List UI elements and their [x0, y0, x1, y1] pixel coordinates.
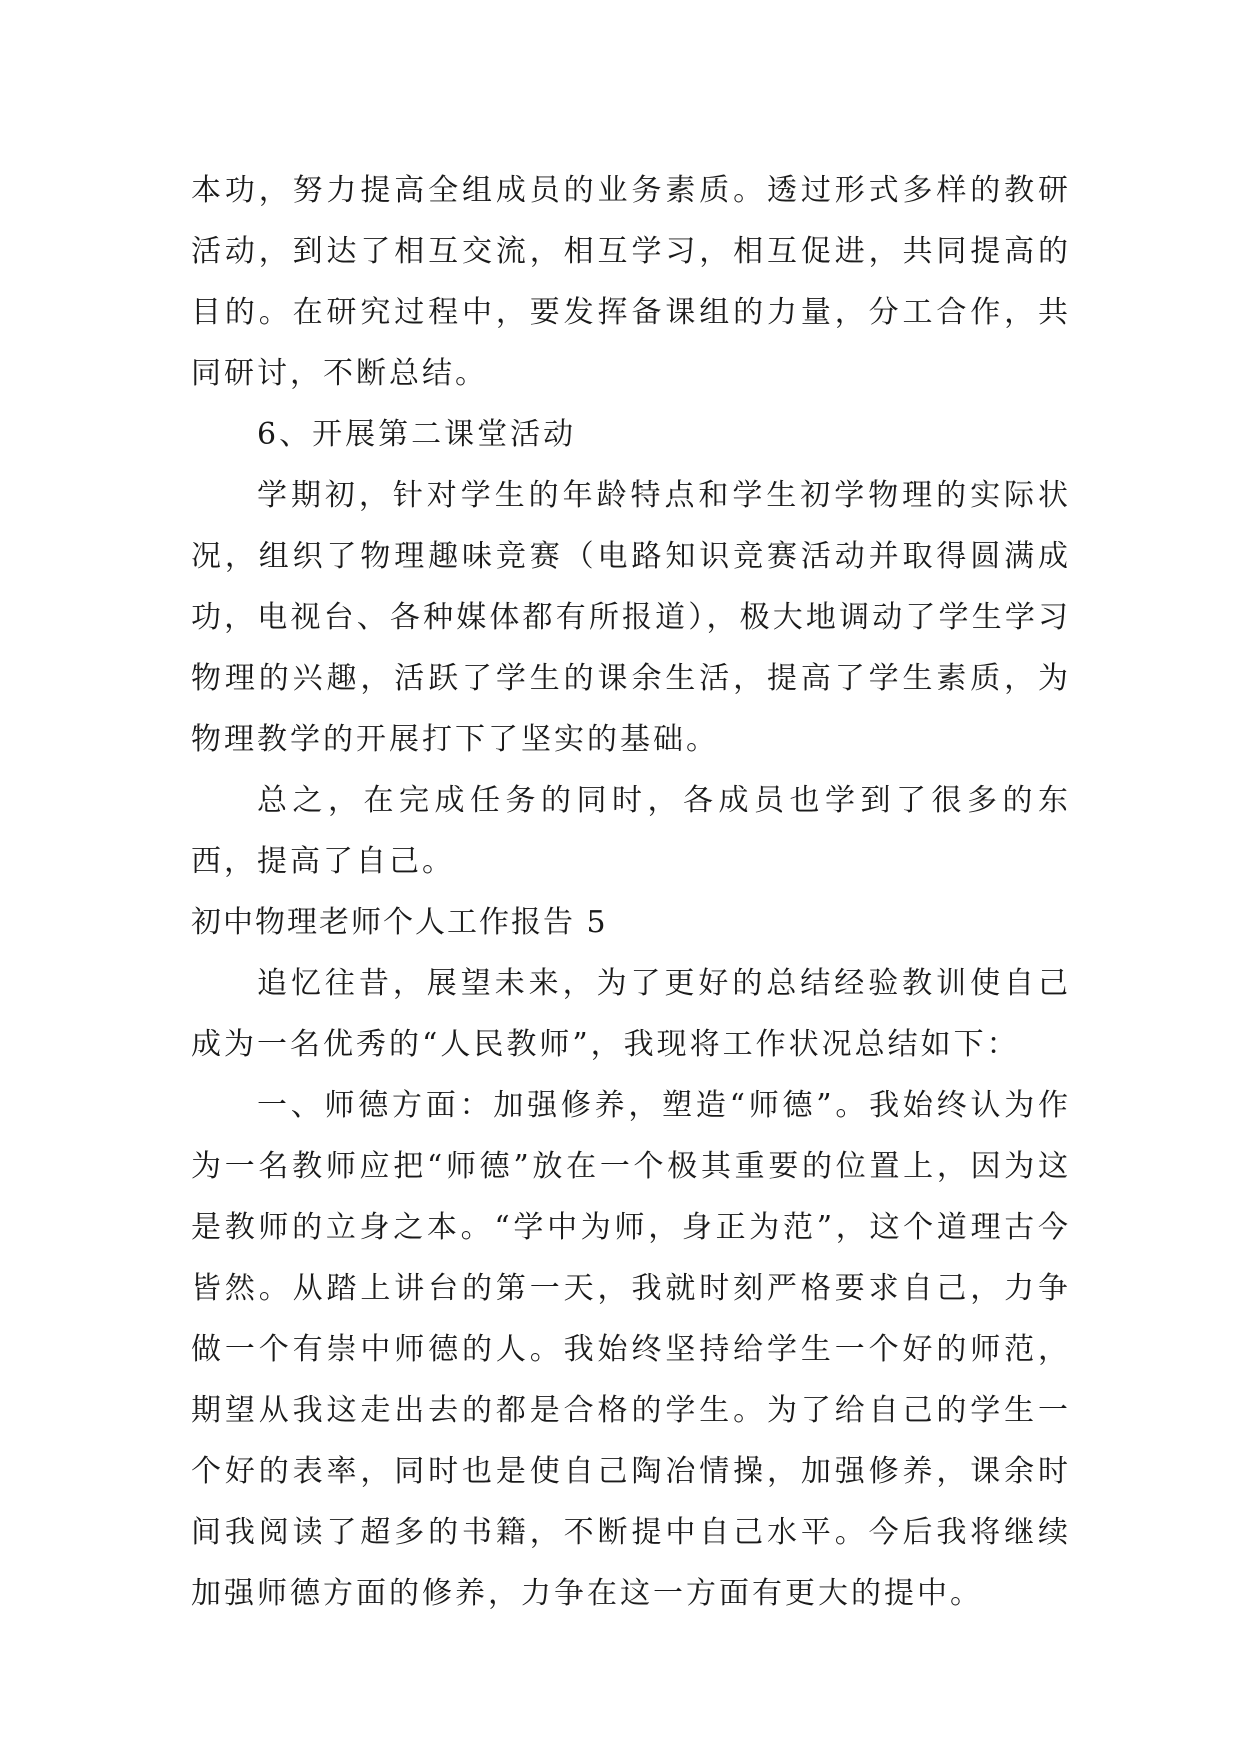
body-text: [191, 160, 1071, 1624]
paragraph-intro: 追忆往昔，展望未来，为了更好的总结经验教训使自己成为一名优秀的“人民教师”，我现将工作状况总结如下：: [191, 966, 1071, 1062]
paragraph-conclusion: 总之，在完成任务的同时，各成员也学到了很多的东西，提高了自己。: [191, 783, 1071, 879]
paragraph-second-classroom: 学期初，针对学生的年龄特点和学生初学物理的实际状况，组织了物理趣味竞赛（电路知识竞赛活动并取得圆满成功，电视台、各种媒体都有所报道），极大地调动了学生学习物理的兴趣，活跃了学生的课余生活，提高了学生素质，为物理教学的开展打下了坚实的基础。: [191, 478, 1071, 757]
paragraph-continuation: 本功，努力提高全组成员的业务素质。透过形式多样的教研活动，到达了相互交流，相互学习，相互促进，共同提高的目的。在研究过程中，要发挥备课组的力量，分工合作，共同研讨，不断总结。: [191, 173, 1071, 391]
paragraph-section-6-title: 6、开展第二课堂活动: [257, 417, 577, 452]
report-heading: 初中物理老师个人工作报告 5: [191, 905, 608, 940]
paragraph-ethics: 一、师德方面：加强修养，塑造“师德”。我始终认为作为一名教师应把“师德”放在一个极其重要的位置上，因为这是教师的立身之本。“学中为师，身正为范”，这个道理古今皆然。从踏上讲台的第一天，我就时刻严格要求自己，力争做一个有崇中师德的人。我始终坚持给学生一个好的师范，期望从我这走出去的都是合格的学生。为了给自己的学生一个好的表率，同时也是使自己陶冶情操，加强修养，课余时间我阅读了超多的书籍，不断提中自己水平。今后我将继续加强师德方面的修养，力争在这一方面有更大的提中。: [191, 1088, 1071, 1611]
